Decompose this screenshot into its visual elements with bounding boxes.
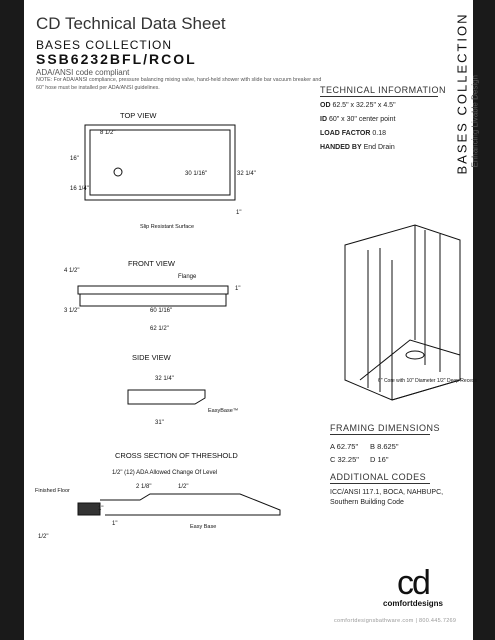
dim-label: 62 1/2" — [150, 326, 169, 332]
compliance-note: NOTE: For ADA/ANSI compliance, pressure balancing mixing valve, hand-held shower with slide bar vacuum breaker and 60" hose must be installed per ADA/ANSI guidelines. — [36, 77, 322, 91]
framing-heading: FRAMING DIMENSIONS — [330, 423, 441, 433]
easybase-label: EasyBase™ — [208, 408, 239, 414]
dim-label: 1" — [112, 521, 118, 527]
side-view-outline — [128, 390, 205, 404]
finished-floor-label: Finished Floor — [35, 488, 70, 494]
dim-label: 1" — [236, 210, 242, 216]
front-view-body — [80, 294, 226, 306]
front-view-flange — [78, 286, 228, 294]
frame-studs — [368, 230, 440, 392]
top-view-outline — [85, 125, 235, 200]
tech-row: OD 62.5" x 32.25" x 4.5" — [320, 102, 396, 109]
dim-label: 31" — [155, 420, 164, 426]
dim-label: 1" — [98, 506, 104, 512]
dim-label: 2 1/8" — [136, 484, 152, 490]
dim-label: 1" — [235, 286, 241, 292]
band-tagline: Enhancing Livable Design — [470, 74, 480, 168]
tech-row: HANDED BY End Drain — [320, 144, 395, 151]
cross-section-outline — [100, 494, 280, 515]
dim-label: 1/2" — [178, 484, 189, 490]
cross-section-label: CROSS SECTION OF THRESHOLD — [115, 451, 238, 460]
dim-label: 32 1/4" — [155, 376, 174, 382]
dim-label: 8 1/2" — [100, 130, 116, 136]
framing-dimensions: A 62.75" B 8.625" C 32.25" D 16" — [330, 442, 399, 464]
enclosure-posts — [345, 225, 460, 400]
dim-label: 16" — [70, 156, 79, 162]
finished-floor-block — [78, 503, 100, 515]
flange-label: Flange — [178, 274, 197, 280]
enclosure-outline — [345, 225, 460, 400]
top-view-inner — [90, 130, 230, 195]
logo-name: comfortdesigns — [383, 599, 444, 608]
dim-label: 4 1/2" — [64, 268, 80, 274]
band-collection: BASES COLLECTION — [454, 12, 470, 175]
easy-base-label: Easy Base — [190, 524, 217, 530]
company-logo — [383, 564, 444, 608]
collection-subtitle: BASES COLLECTION — [36, 38, 173, 52]
dim-label: 3 1/2" — [64, 308, 80, 314]
dim-label: 30 1/16" — [185, 171, 208, 177]
dim-label: 32 1/4" — [237, 171, 256, 177]
tech-row: ID 60" x 30" center point — [320, 116, 396, 123]
tech-row: LOAD FACTOR 0.18 — [320, 130, 387, 137]
dim-label: 60 1/16" — [150, 308, 173, 314]
slip-label: Slip Resistant Surface — [140, 224, 195, 230]
technical-heading: TECHNICAL INFORMATION — [320, 85, 447, 95]
core-label: 6" Core with 10" Diameter 1/2" Deep Recess — [378, 378, 477, 384]
side-view-label: SIDE VIEW — [132, 353, 171, 362]
page-title: CD Technical Data Sheet — [36, 14, 226, 33]
codes-text: ICC/ANSI 117.1, BOCA, NAHBUPC, Southern Building Code — [330, 489, 444, 506]
base-edges — [360, 340, 460, 380]
core-recess — [406, 351, 424, 359]
dim-label: 1/2" — [38, 534, 49, 540]
dim-label: 16 1/4" — [70, 186, 89, 192]
model-number: SSB6232BFL/RCOL — [36, 51, 197, 67]
ada-allowed-label: 1/2" (12) ADA Allowed Change Of Level — [112, 470, 218, 476]
drain-icon — [114, 168, 122, 176]
compliance-text: ADA/ANSI code compliant — [36, 68, 130, 77]
codes-heading: ADDITIONAL CODES — [330, 472, 427, 482]
front-view-label: FRONT VIEW — [128, 259, 175, 268]
logo-mark: cd — [397, 564, 429, 602]
footer-contact: comfortdesignsbathware.com | 800.445.7269 — [334, 618, 457, 624]
top-view-label: TOP VIEW — [120, 111, 157, 120]
